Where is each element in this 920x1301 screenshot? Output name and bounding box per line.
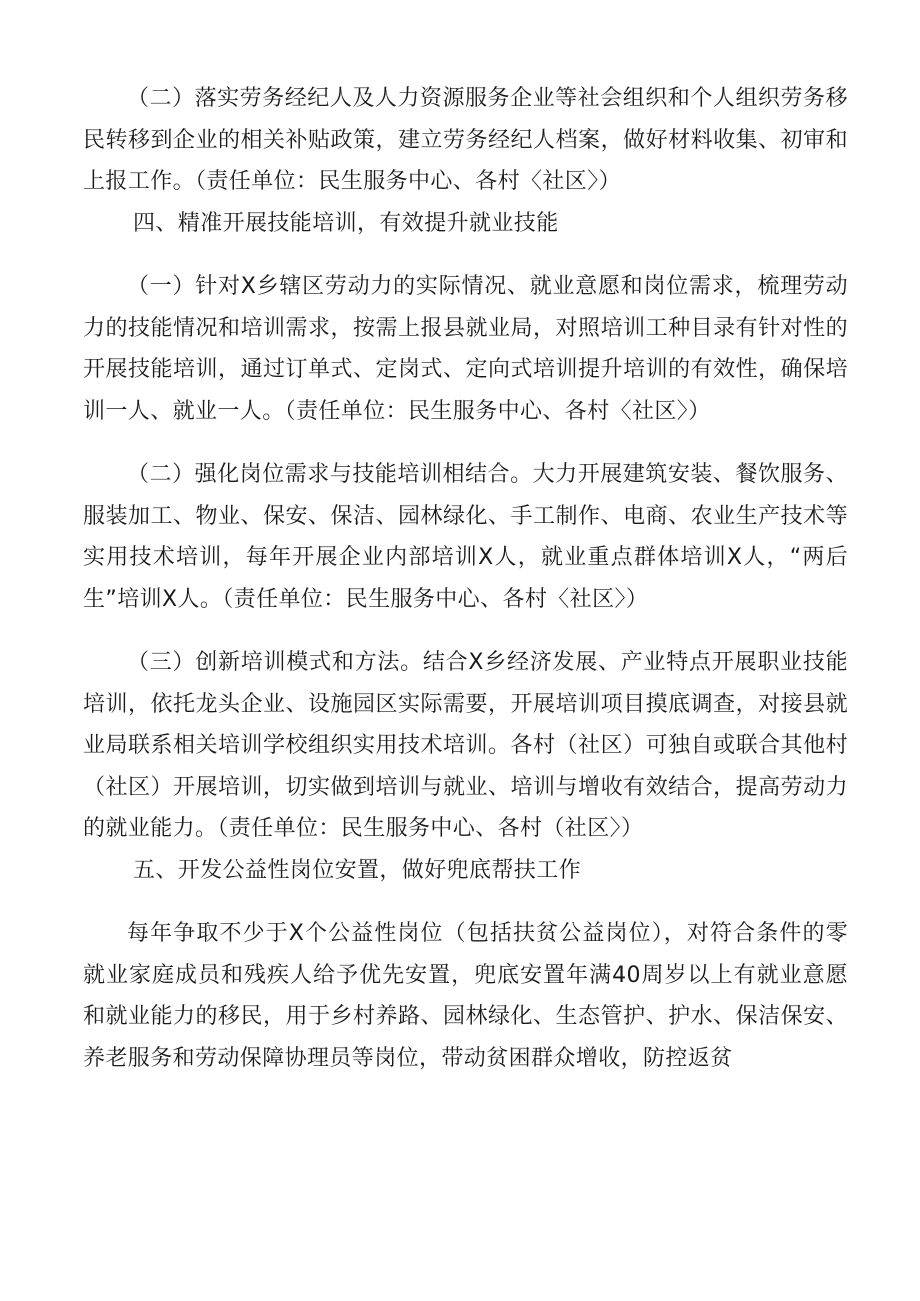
section-heading-skills-training: 四、精准开展技能培训，有效提升就业技能: [133, 210, 559, 236]
paragraph-training-innovation: （三）创新培训模式和方法。结合X乡经济发展、产业特点开展职业技能培训，依托龙头企业、设施园区实际需要，开展培训项目摸底调查，对接县就业局联系相关培训学校组织实用技术培训。各村（社区）可独自或联合其他村（社区）开展培训，切实做到培训与就业、培训与增收有效结合，提高劳动力的就业能力。（责任单位：民生服务中心、各村（社区〉）: [83, 650, 848, 841]
paragraph-public-welfare-posts: 每年争取不少于X个公益性岗位（包括扶贫公益岗位），对符合条件的零就业家庭成员和残疾人给予优先安置，兜底安置年满40周岁以上有就业意愿和就业能力的移民，用于乡村养路、园林绿化、生态管护、护水、保洁保安、养老服务和劳动保障协理员等岗位，带动贫困群众增收，防控返贫: [83, 921, 848, 1071]
paragraph-labor-broker-subsidy: （二）落实劳务经纪人及人力资源服务企业等社会组织和个人组织劳务移民转移到企业的相关补贴政策，建立劳务经纪人档案，做好材料收集、初审和上报工作。（责任单位：民生服务中心、各村〈社区〉）: [83, 86, 848, 194]
paragraph-training-needs: （一）针对X乡辖区劳动力的实际情况、就业意愿和岗位需求，梳理劳动力的技能情况和培训需求，按需上报县就业局，对照培训工种目录有针对性的开展技能培训，通过订单式、定岗式、定向式培训提升培训的有效性，确保培训一人、就业一人。（责任单位：民生服务中心、各村〈社区〉）: [83, 274, 848, 424]
paragraph-job-training-integration: （二）强化岗位需求与技能培训相结合。大力开展建筑安装、餐饮服务、服装加工、物业、保安、保洁、园林绿化、手工制作、电商、农业生产技术等实用技术培训，每年开展企业内部培训X人，就业重点群体培训X人，“两后生”培训X人。（责任单位：民生服务中心、各村〈社区〉）: [83, 462, 848, 612]
section-heading-public-welfare-posts: 五、开发公益性岗位安置，做好兜底帮扶工作: [133, 857, 582, 883]
